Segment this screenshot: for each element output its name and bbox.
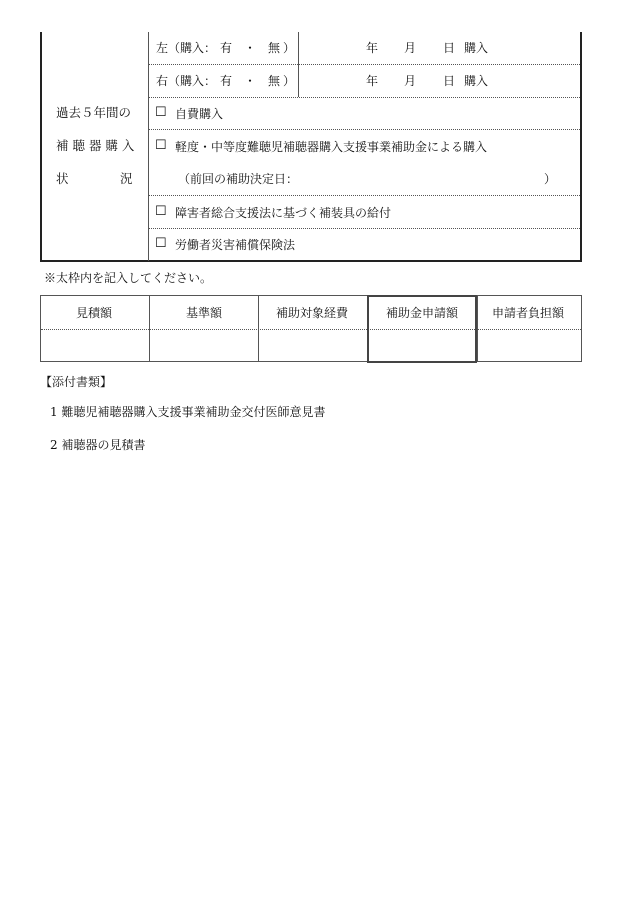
checkbox-icon[interactable]: ☐ (155, 105, 167, 120)
right-ear-close: ） (283, 74, 296, 88)
option-label: 障害者総合支援法に基づく補装具の給付 (175, 206, 392, 220)
right-ear-year[interactable]: 年 (366, 74, 379, 88)
checkbox-icon[interactable]: ☐ (155, 204, 167, 219)
previous-decision-close: ） (544, 172, 557, 186)
left-ear-side: 左（購入： (156, 41, 217, 55)
right-ear-purchase: 購入 (464, 74, 489, 88)
right-ear-side: 右（購入： (156, 74, 217, 88)
checkbox-icon[interactable]: ☐ (155, 236, 167, 251)
fill-in-note: ※太枠内を記入してください。 (44, 271, 213, 285)
left-ear-close: ） (283, 41, 296, 55)
history-label-line3-a: 状 (56, 171, 69, 186)
header-standard: 基準額 (186, 306, 223, 320)
right-ear-sep: ・ (244, 74, 257, 88)
right-ear-yes[interactable]: 有 (220, 74, 233, 88)
header-eligible-cost: 補助対象経費 (276, 306, 349, 320)
header-estimate: 見積額 (76, 306, 113, 320)
attachment-item-2: 2 補聴器の見積書 (50, 438, 146, 452)
right-ear-month[interactable]: 月 (404, 74, 417, 88)
left-ear-yes[interactable]: 有 (220, 41, 233, 55)
checkbox-icon[interactable]: ☐ (155, 138, 167, 153)
previous-decision-label: （前回の補助決定日： (178, 172, 299, 186)
option-label: 労働者災害補償保険法 (175, 238, 296, 252)
attachment-item-1: 1 難聴児補聴器購入支援事業補助金交付医師意見書 (50, 405, 326, 419)
option-label: 自費購入 (175, 107, 224, 121)
right-ear-no[interactable]: 無 (268, 74, 281, 88)
history-label-line3-b: 況 (120, 171, 133, 186)
left-ear-month[interactable]: 月 (404, 41, 417, 55)
option-label: 軽度・中等度難聴児補聴器購入支援事業補助金による購入 (175, 140, 488, 154)
left-ear-year[interactable]: 年 (366, 41, 379, 55)
history-label-line2: 補 聴 器 購 入 (56, 138, 135, 153)
left-ear-purchase: 購入 (464, 41, 489, 55)
header-applicant-burden: 申請者負担額 (492, 306, 565, 320)
right-ear-day[interactable]: 日 (443, 74, 456, 88)
header-application-amount: 補助金申請額 (386, 306, 459, 320)
history-label-line1: 過去５年間の (56, 105, 132, 120)
left-ear-day[interactable]: 日 (443, 41, 456, 55)
left-ear-no[interactable]: 無 (268, 41, 281, 55)
attachments-title: 【添付書類】 (40, 375, 113, 389)
left-ear-sep: ・ (244, 41, 257, 55)
